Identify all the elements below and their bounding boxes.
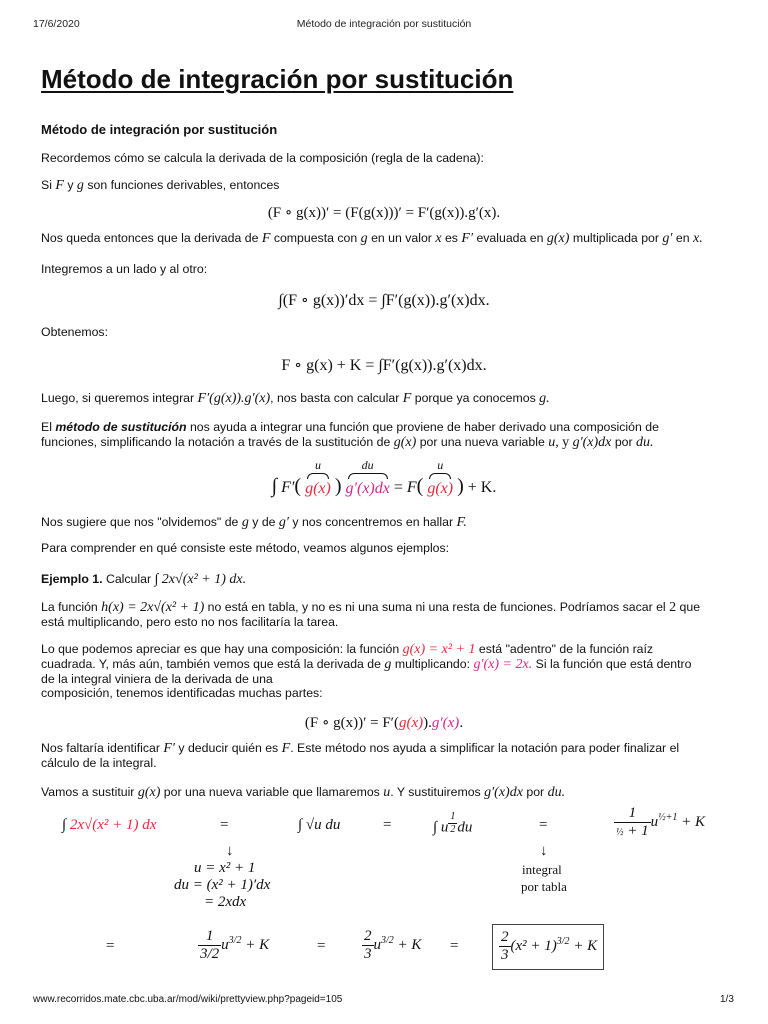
arrow-down-icon: ↓: [226, 843, 234, 859]
text: . Este método nos ayuda a simplificar la notación para poder finalizar el: [290, 741, 680, 755]
text: compuesta con: [273, 231, 358, 245]
text: Si la función que está dentro: [535, 657, 692, 671]
paragraph: Luego, si queremos integrar F′(g(x)).g′(x), nos basta con calcular F porque ya conocemos g.: [41, 391, 550, 406]
text: y: [67, 178, 74, 192]
text: Nos faltaría identificar: [41, 741, 160, 755]
text: Vamos a sustituir: [41, 785, 135, 799]
equation: ∫(F ∘ g(x))′dx = ∫F′(g(x)).g′(x)dx.: [278, 292, 490, 309]
equals: =: [450, 938, 459, 954]
paragraph: Recordemos cómo se calcula la derivada de la composición (regla de la cadena):: [41, 151, 484, 165]
arrow-down-icon: ↓: [540, 843, 548, 859]
text: Nos sugiere que nos "olvidemos" de: [41, 515, 239, 529]
text: y deducir quién es: [178, 741, 279, 755]
equals: =: [317, 938, 326, 954]
substitution-du: du = (x² + 1)′dx: [174, 877, 271, 893]
text: Lo que podemos apreciar es que hay una composición: la función: [41, 642, 400, 656]
print-date: 17/6/2020: [33, 18, 80, 30]
text: en: [675, 231, 690, 245]
equation: ∫ F′( u g(x) ) du g′(x)dx = F( u g(x) ) + K.: [271, 458, 497, 497]
text: El: [41, 420, 52, 434]
print-doc-title: Método de integración por sustitución: [296, 18, 472, 30]
text: no está en tabla, y no es ni una suma ni una resta de funciones. Podríamos sacar el: [207, 600, 666, 614]
text: Si: [41, 178, 52, 192]
substitution-u: u = x² + 1: [194, 860, 256, 876]
example-label: Ejemplo 1.: [41, 572, 103, 586]
text: La función: [41, 600, 98, 614]
text: es: [444, 231, 458, 245]
text: de la integral viniera de la derivada de una: [41, 672, 273, 686]
text: , nos basta con calcular: [270, 391, 400, 405]
page-title: Método de integración por sustitución: [41, 64, 514, 94]
paragraph: Integremos a un lado y al otro:: [41, 262, 208, 276]
step-simplified-1: $\frac{1}{3/2}$ $u^{3/2} + K$: [200, 928, 270, 963]
step-integrand: ∫ 2x√(x² + 1) dx: [62, 817, 157, 833]
text: por: [526, 785, 545, 799]
example-heading: Ejemplo 1. Calcular ∫ 2x√(x² + 1) dx.: [41, 572, 247, 587]
text: funciones, simplificando la notación a través de la sustitución de: [41, 435, 391, 449]
paragraph: Nos sugiere que nos "olvidemos" de g y de g′ y nos concentremos en hallar F.: [41, 515, 467, 530]
paragraph: Nos queda entonces que la derivada de F compuesta con g en un valor x es F′ evaluada en g(x) multiplicada por g′ en x.: [41, 231, 703, 246]
paragraph: Nos faltaría identificar F′ y deducir quién es F. Este método nos ayuda a simplificar la notación para poder finalizar el cálculo de la integral.: [41, 741, 680, 770]
equals: =: [383, 817, 392, 833]
paragraph: El método de sustitución nos ayuda a integrar una función que proviene de haber derivado una composición de funciones, simplificando la notación a través de la sustitución de g(x) por una nueva variable u, y g′(x)dx por du.: [41, 420, 659, 450]
paragraph: Lo que podemos apreciar es que hay una composición: la función g(x) = x² + 1 está "adentro" de la función raíz cuadrada. Y, más aún, también vemos que está la derivada de g multiplicando: g′(x) = 2x. Si la función que está dentro de la integral viniera de la derivada de una composición, tenemos identificadas muchas partes:: [41, 642, 692, 700]
equals: =: [539, 817, 548, 833]
text: composición, tenemos identificadas muchas partes:: [41, 686, 323, 700]
text: está multiplicando, pero esto no nos facilitaría la tarea.: [41, 615, 339, 629]
text: multiplicando:: [394, 657, 471, 671]
section-title: Método de integración por sustitución: [41, 122, 278, 137]
page-number: 1/3: [720, 994, 734, 1005]
text: evaluada en: [476, 231, 544, 245]
text: está "adentro" de la función raíz: [478, 642, 654, 656]
equation: F ∘ g(x) + K = ∫F′(g(x)).g′(x)dx.: [281, 357, 487, 374]
text: Nos queda entonces que la derivada de: [41, 231, 259, 245]
equals: =: [220, 817, 229, 833]
text: cuadrada. Y, más aún, también vemos que está la derivada de: [41, 657, 381, 671]
step-sqrt: ∫ √u du: [298, 817, 341, 833]
text: que: [679, 600, 701, 614]
final-result: $\frac{2}{3}$ $(x^2 + 1)^{3/2} + K$: [492, 924, 604, 970]
text: Luego, si queremos integrar: [41, 391, 195, 405]
text: cálculo de la integral.: [41, 756, 157, 770]
text: y nos concentremos en hallar: [292, 515, 454, 529]
step-power: ∫ u $^{\frac{1}{2}}$ du: [433, 811, 473, 836]
note: por tabla: [521, 879, 567, 894]
paragraph: La función h(x) = 2x√(x² + 1) no está en tabla, y no es ni una suma ni una resta de funciones. Podríamos sacar el 2 que está multiplicando, pero esto no nos facilitaría la tarea.: [41, 600, 701, 629]
text: . Y sustituiremos: [390, 785, 481, 799]
step-antiderivative: $\frac{1}{\text{½ + 1}}$ $u^{\frac{1}{2}+1} + K$: [616, 805, 706, 840]
paragraph: Obtenemos:: [41, 325, 108, 339]
equation: (F ∘ g(x))′ = F′(g(x)).g′(x).: [304, 715, 464, 731]
paragraph: Para comprender en qué consiste este método, veamos algunos ejemplos:: [41, 541, 450, 555]
text: multiplicada por: [572, 231, 659, 245]
footer-url[interactable]: www.recorridos.mate.cbc.uba.ar/mod/wiki/prettyview.php?pageid=105: [33, 994, 343, 1005]
text: Calcular: [105, 572, 152, 586]
text: porque ya conocemos: [414, 391, 536, 405]
text: y de: [252, 515, 276, 529]
text: en un valor: [371, 231, 432, 245]
paragraph: Vamos a sustituir g(x) por una nueva variable que llamaremos u. Y sustituiremos g′(x)dx por du.: [41, 785, 566, 800]
substitution-result: = 2xdx: [204, 894, 247, 910]
text: por una nueva variable que llamaremos: [163, 785, 380, 799]
step-simplified-2: $\frac{2}{3}$ $u^{3/2} + K$: [364, 928, 422, 963]
note: integral: [522, 862, 562, 877]
equals: =: [106, 938, 115, 954]
text: por: [614, 435, 633, 449]
paragraph: Si F y g son funciones derivables, entonces: [41, 178, 280, 193]
text: son funciones derivables, entonces: [87, 178, 280, 192]
emphasis: método de sustitución: [55, 420, 187, 434]
text: nos ayuda a integrar una función que proviene de haber derivado una composición de: [189, 420, 659, 434]
text: por una nueva variable: [419, 435, 545, 449]
equation: (F ∘ g(x))′ = (F(g(x)))′ = F′(g(x)).g′(x).: [267, 205, 501, 221]
